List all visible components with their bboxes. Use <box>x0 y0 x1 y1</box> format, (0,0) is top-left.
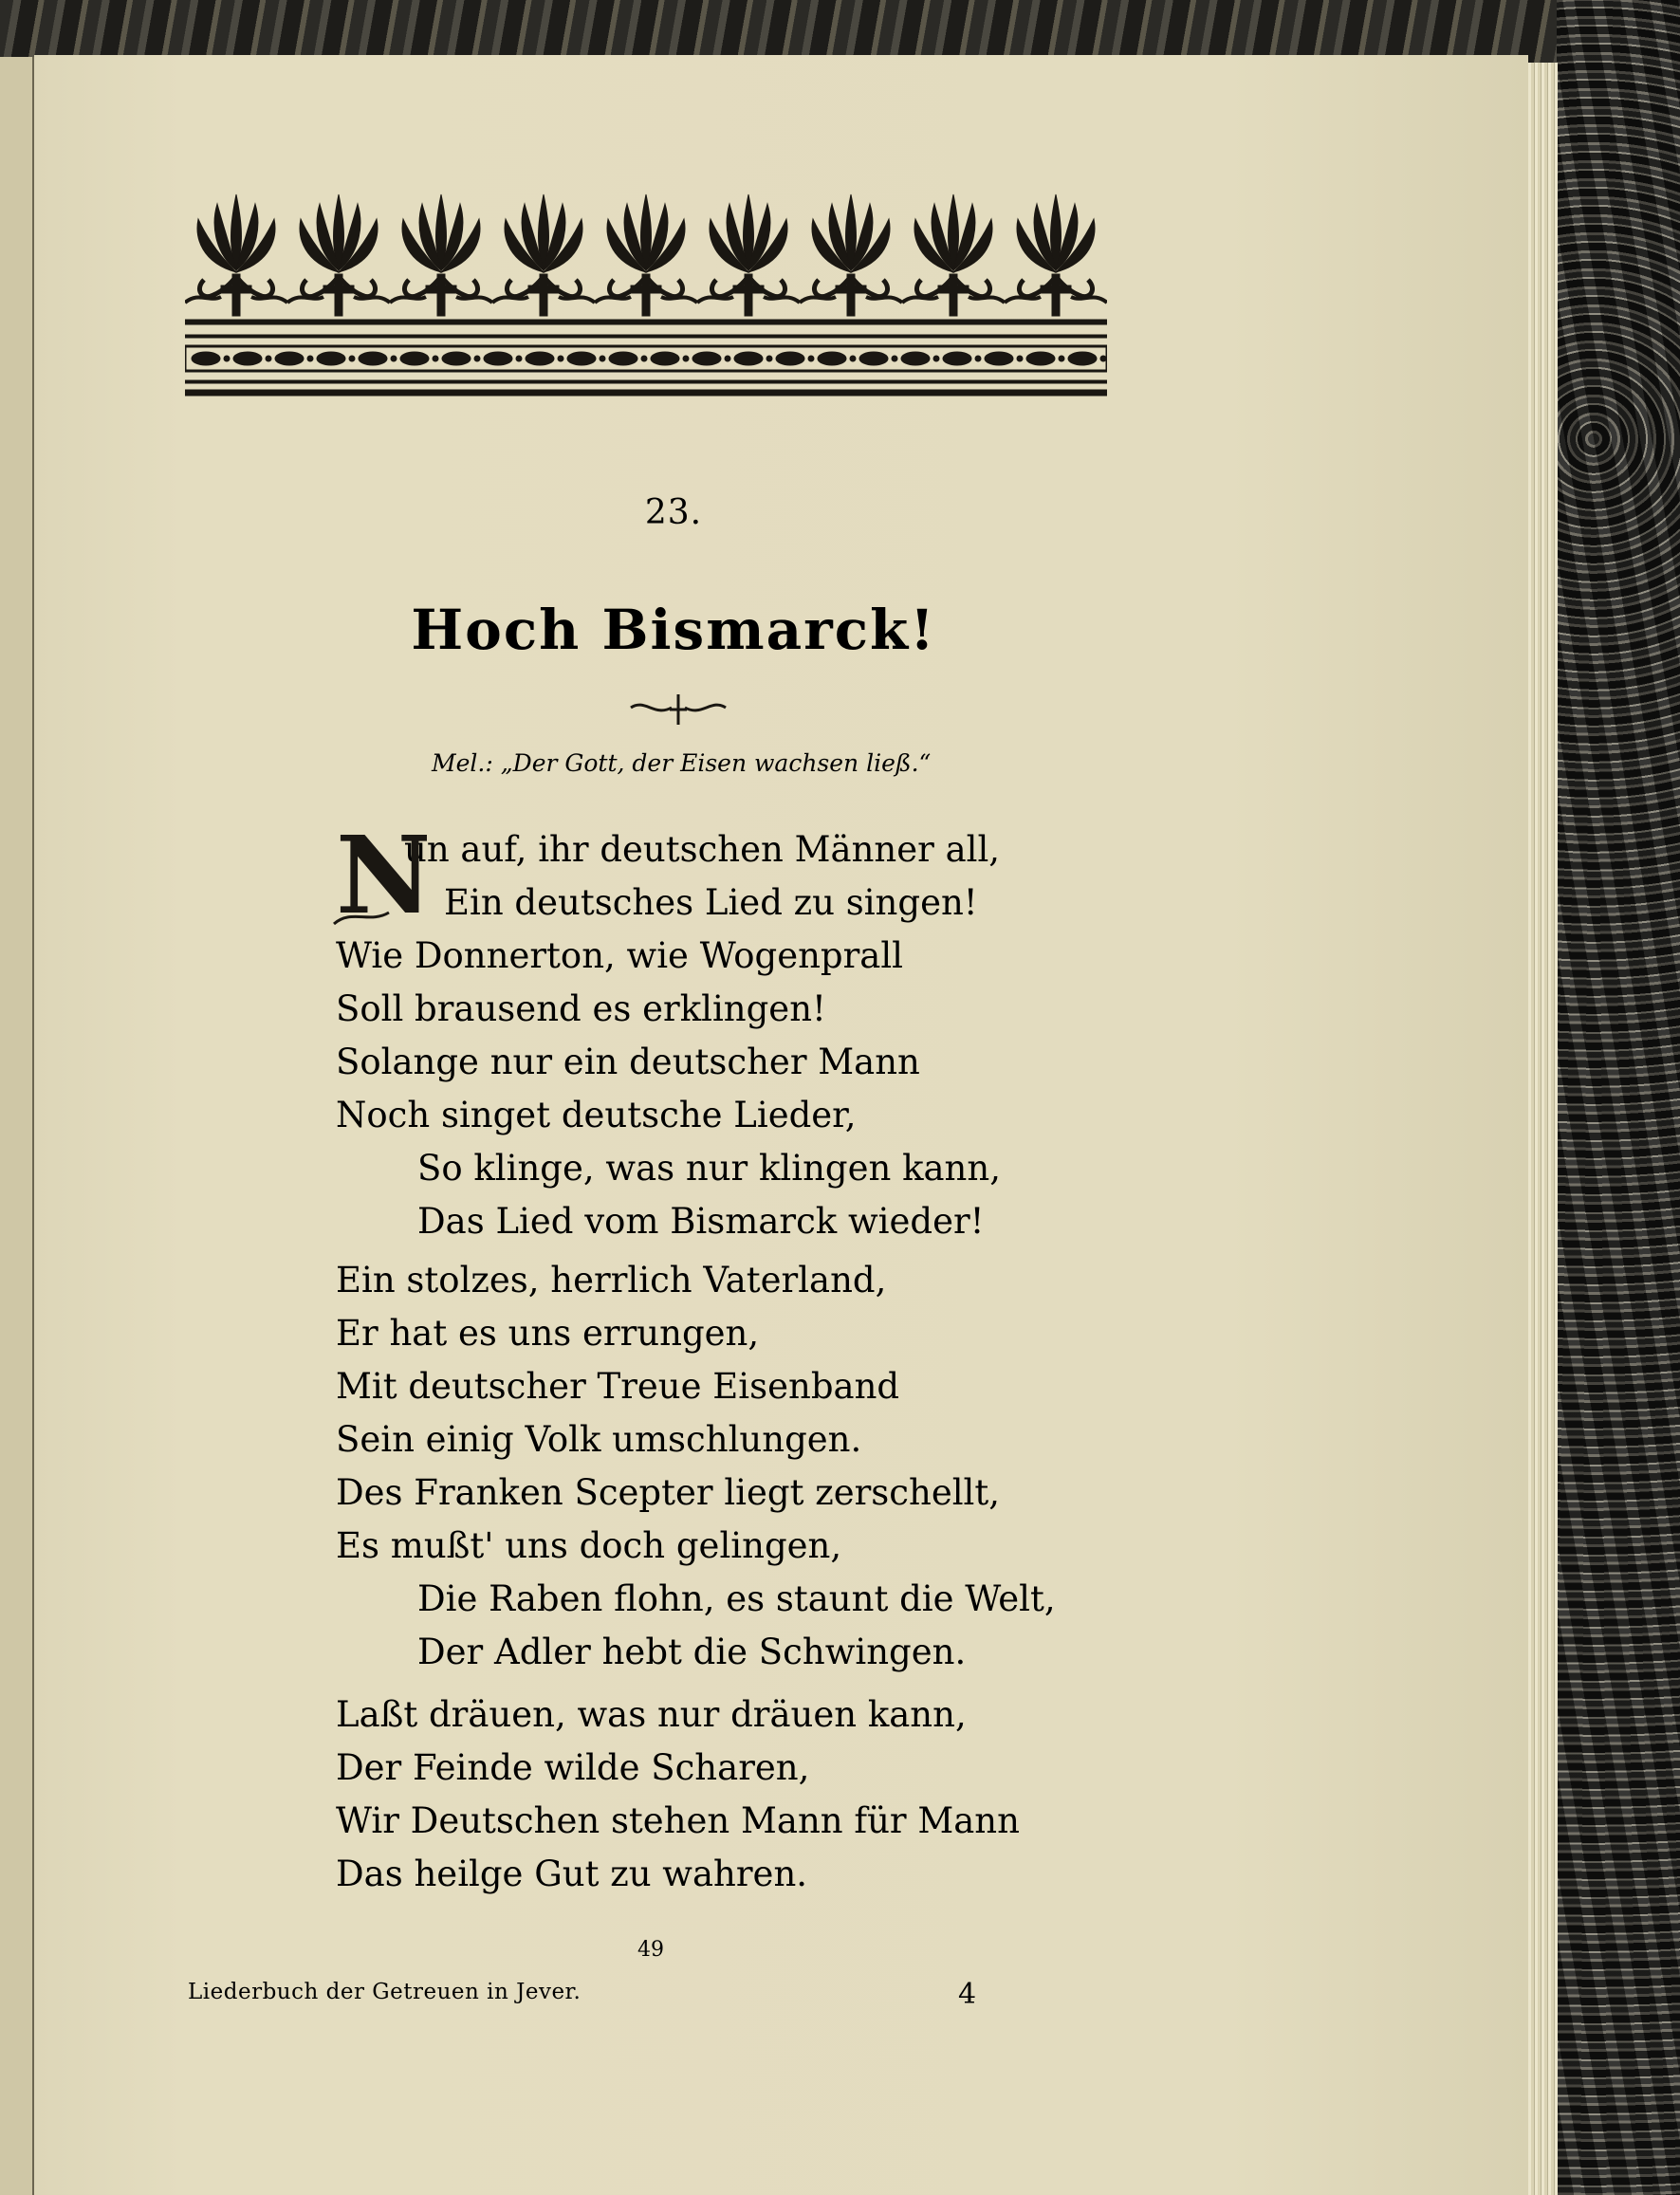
stanza-3 <box>336 1688 1020 1901</box>
signature-mark: 4 <box>958 1978 977 2011</box>
title-flourish-ornament <box>626 691 730 729</box>
poem-line: Das Lied vom Bismarck wieder! <box>417 1201 985 1242</box>
poem-line: Ein deutsches Lied zu singen! <box>444 882 978 923</box>
left-page-edge <box>0 57 34 2195</box>
poem-line: Wie Donnerton, wie Wogenprall <box>336 935 904 976</box>
poem-line: Das heilge Gut zu wahren. <box>336 1854 808 1894</box>
page-number: 49 <box>637 1938 664 1962</box>
poem-line: Wir Deutschen stehen Mann für Mann <box>336 1800 1020 1841</box>
poem-line: Ein stolzes, herrlich Vaterland, <box>336 1260 887 1300</box>
melody-note: Mel.: „Der Gott, der Eisen wachsen ließ.“ <box>432 749 932 777</box>
poem-line: Es mußt' uns doch gelingen, <box>336 1525 842 1566</box>
marbled-cover-edge <box>1557 0 1680 2195</box>
poem-line: Noch singet deutsche Lieder, <box>336 1095 857 1135</box>
palmette-ornament-header <box>185 185 1107 422</box>
stanza-2 <box>336 1254 1056 1679</box>
poem-line: Er hat es uns errungen, <box>336 1313 760 1354</box>
poem-line: un auf, ihr deutschen Männer all, <box>404 829 1001 870</box>
poem-line: So klinge, was nur klingen kann, <box>417 1148 1001 1189</box>
poem-line: Solange nur ein deutscher Mann <box>336 1042 920 1082</box>
poem-line: Der Feinde wilde Scharen, <box>336 1747 810 1788</box>
poem-number: 23. <box>644 493 703 532</box>
poem-line: Sein einig Volk umschlungen. <box>336 1419 862 1460</box>
poem-line: Des Franken Scepter liegt zerschellt, <box>336 1472 1001 1513</box>
decorated-initial-n <box>332 818 427 930</box>
initial-letter: N <box>336 818 427 930</box>
poem-line: Die Raben flohn, es staunt die Welt, <box>417 1578 1056 1619</box>
poem-line: Mit deutscher Treue Eisenband <box>336 1366 900 1407</box>
poem-line: Laßt dräuen, was nur dräuen kann, <box>336 1694 967 1735</box>
poem-line: Der Adler hebt die Schwingen. <box>417 1632 967 1672</box>
book-title-footer: Liederbuch der Getreuen in Jever. <box>188 1980 582 2004</box>
poem-line: Soll brausend es erklingen! <box>336 988 826 1029</box>
stanza-1 <box>336 818 1001 1248</box>
poem-title: Hoch Bismarck! <box>411 598 936 662</box>
